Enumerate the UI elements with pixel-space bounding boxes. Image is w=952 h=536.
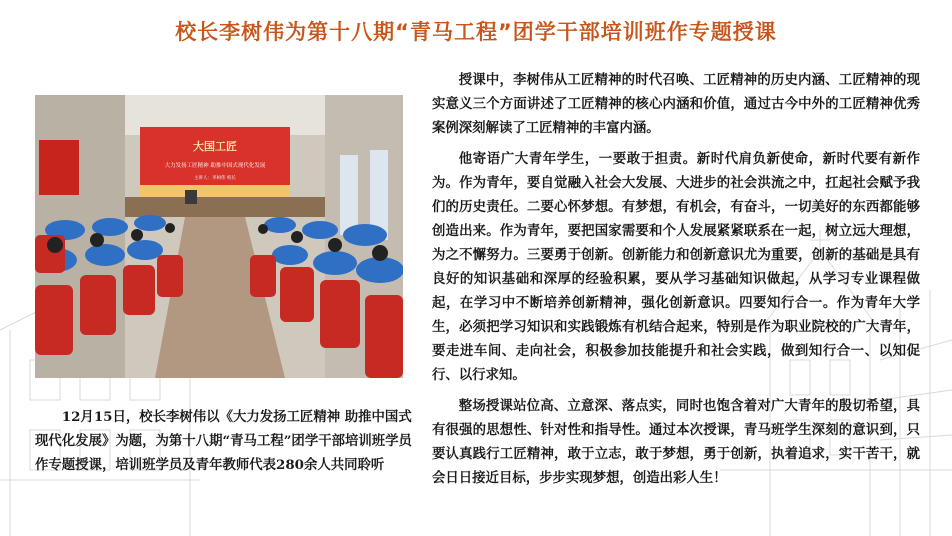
projection-screen — [140, 127, 290, 197]
lecture-photo — [35, 95, 403, 378]
screen-banner-title: 大国工匠 — [193, 140, 237, 153]
page-title: 校长李树伟为第十八期“青马工程”团学干部培训班作专题授课 — [175, 20, 777, 44]
photo-caption: 12月15日，校长李树伟以《大力发扬工匠精神 助推中国式现代化发展》为题，为第十八期“青马工程”团学干部培训班学员作专题授课，培训班学员及青年教师代表280余人共同聆听 — [35, 409, 412, 473]
article-paragraph-3: 整场授课站位高、立意深、落点实，同时也饱含着对广大青年的殷切希望，具有很强的思想性、针对性和指导性。通过本次授课，青马班学生深刻的意识到，只要认真践行工匠精神，敢于立志，敢于梦想，勇于创新，执着追求，实干苦干，就会日日接近目标，步步实现梦想，创造出彩人生！ — [432, 398, 920, 486]
article-paragraph-2: 他寄语广大青年学生，一要敢于担责。新时代肩负新使命，新时代要有新作为。作为青年，要自觉融入社会大发展、大进步的社会洪流之中，扛起社会赋予我们的历史责任。二要心怀梦想。有梦想，有机会，有奋斗，一切美好的东西都能够创造出来。作为青年，要把国家需要和个人发展紧紧联系在一起，树立远大理想，为之不懈努力。三要勇于创新。创新能力和创新意识尤为重要，创新的基础是具有良好的知识基础和深厚的经验积累，要从学习基础知识做起，从学习专业课程做起，在学习中不断培养创新精神，强化创新意识。四要知行合一。作为青年大学生，必须把学习知识和实践锻炼有机结合起来，特别是作为职业院校的广大青年，要走进车间、走向社会，积极参加技能提升和社会实践，做到知行合一、以知促行、以行求知。 — [432, 151, 920, 383]
article-body — [432, 68, 920, 497]
screen-presenter: 主讲人：李树伟 校长 — [194, 176, 236, 181]
article-paragraph-1: 授课中，李树伟从工匠精神的时代召唤、工匠精神的历史内涵、工匠精神的现实意义三个方面讲述了工匠精神的核心内涵和价值，通过古今中外的工匠精神优秀案例深刻解读了工匠精神的丰富内涵。 — [432, 72, 920, 136]
screen-banner-sub: 大力发扬工匠精神 助推中国式现代化发展 — [164, 163, 266, 169]
